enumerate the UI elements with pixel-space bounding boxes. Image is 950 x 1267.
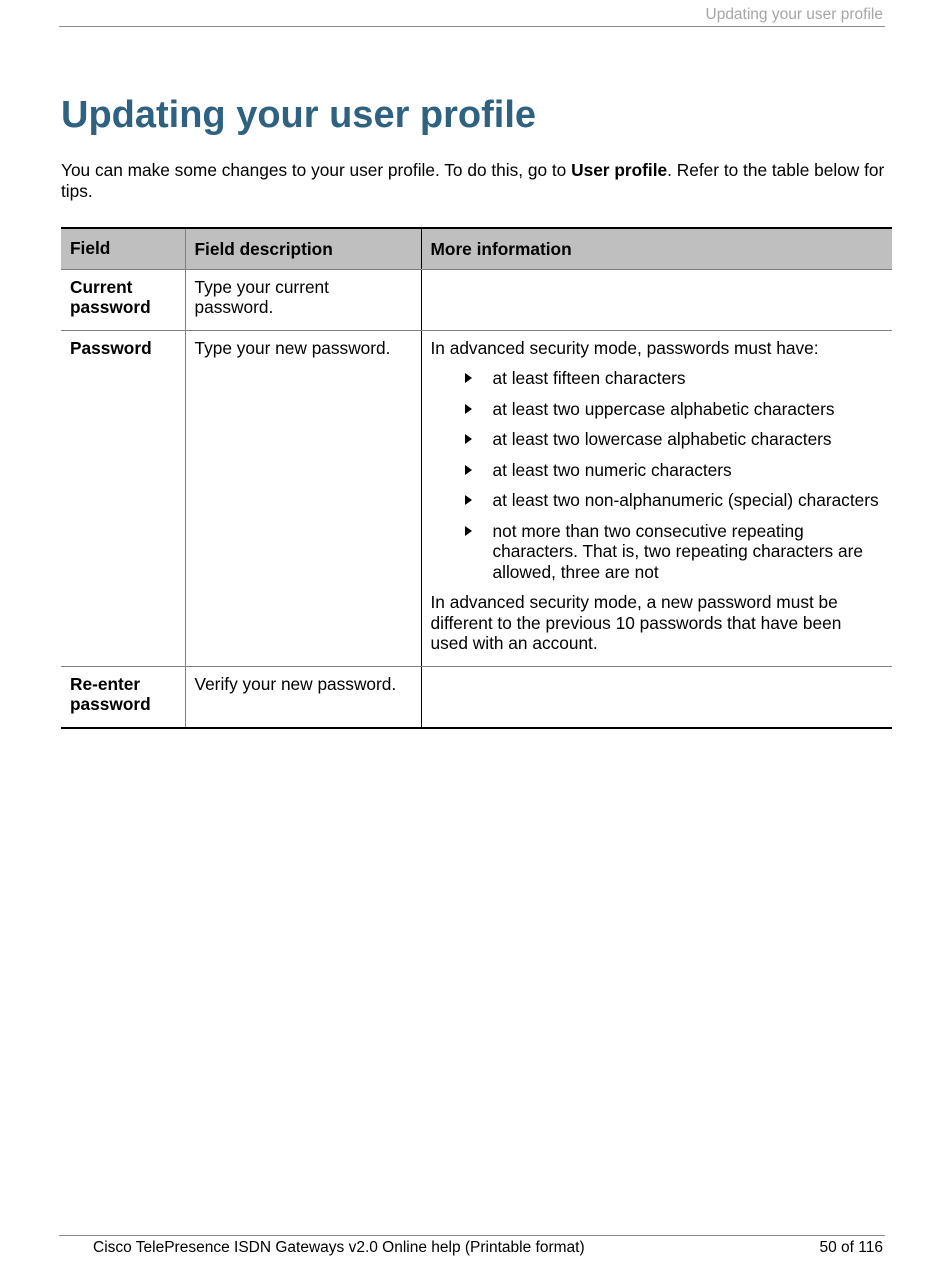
list-item-text: at least two non-alphanumeric (special) characters bbox=[492, 490, 879, 510]
list-item-text: at least two numeric characters bbox=[492, 459, 732, 480]
list-item bbox=[431, 429, 884, 450]
column-header-field: Field bbox=[61, 228, 185, 269]
bullet-triangle-icon bbox=[465, 373, 472, 383]
list-item bbox=[431, 368, 884, 389]
list-item bbox=[431, 490, 884, 511]
profile-fields-table bbox=[61, 227, 892, 729]
more-info-cell bbox=[421, 330, 892, 666]
field-description-cell: Verify your new password. bbox=[185, 666, 421, 728]
running-header bbox=[59, 6, 885, 27]
list-item-text: at least fifteen characters bbox=[492, 368, 686, 388]
field-name-cell: Re-enter password bbox=[61, 666, 185, 728]
intro-text-after: . Refer to the table below for tips. bbox=[61, 160, 885, 201]
list-item-text: not more than two consecutive repeating characters. That is, two repeating characters are allowed, three are not bbox=[492, 520, 863, 582]
password-rules-list bbox=[431, 368, 884, 582]
more-info-cell bbox=[421, 666, 892, 728]
more-info-cell bbox=[421, 269, 892, 330]
bullet-triangle-icon bbox=[465, 465, 472, 475]
field-name-cell: Password bbox=[61, 330, 185, 666]
password-rules-intro: In advanced security mode, passwords must have: bbox=[430, 337, 819, 358]
bullet-triangle-icon bbox=[465, 495, 472, 505]
bullet-triangle-icon bbox=[465, 404, 472, 414]
page-footer bbox=[59, 1235, 885, 1256]
intro-paragraph bbox=[61, 160, 891, 202]
list-item-text: at least two lowercase alphabetic characters bbox=[492, 429, 832, 449]
table-header-row bbox=[61, 228, 892, 269]
list-item bbox=[431, 460, 884, 481]
field-description-cell: Type your new password. bbox=[185, 330, 421, 666]
column-header-description: Field description bbox=[185, 228, 421, 269]
footer-doc-title: Cisco TelePresence ISDN Gateways v2.0 Online help (Printable format) bbox=[93, 1239, 585, 1256]
list-item bbox=[431, 399, 884, 420]
intro-text-before: You can make some changes to your user profile. To do this, go to bbox=[61, 160, 572, 180]
running-header-title: Updating your user profile bbox=[705, 6, 883, 23]
table-row bbox=[61, 666, 892, 728]
password-history-note: In advanced security mode, a new password must be different to the previous 10 passwords that have been used with an account. bbox=[430, 592, 842, 653]
column-header-more-info: More information bbox=[421, 228, 892, 269]
page-title: Updating your user profile bbox=[61, 94, 537, 136]
bullet-triangle-icon bbox=[465, 434, 472, 444]
user-profile-reference: User profile bbox=[571, 160, 668, 180]
bullet-triangle-icon bbox=[465, 526, 472, 536]
field-description-cell: Type your current password. bbox=[185, 269, 421, 330]
footer-page-number: 50 of 116 bbox=[819, 1239, 883, 1256]
table-row bbox=[61, 330, 892, 666]
table-row bbox=[61, 269, 892, 330]
list-item bbox=[431, 521, 884, 583]
field-name-cell: Current password bbox=[61, 269, 185, 330]
list-item-text: at least two uppercase alphabetic characters bbox=[492, 398, 835, 419]
